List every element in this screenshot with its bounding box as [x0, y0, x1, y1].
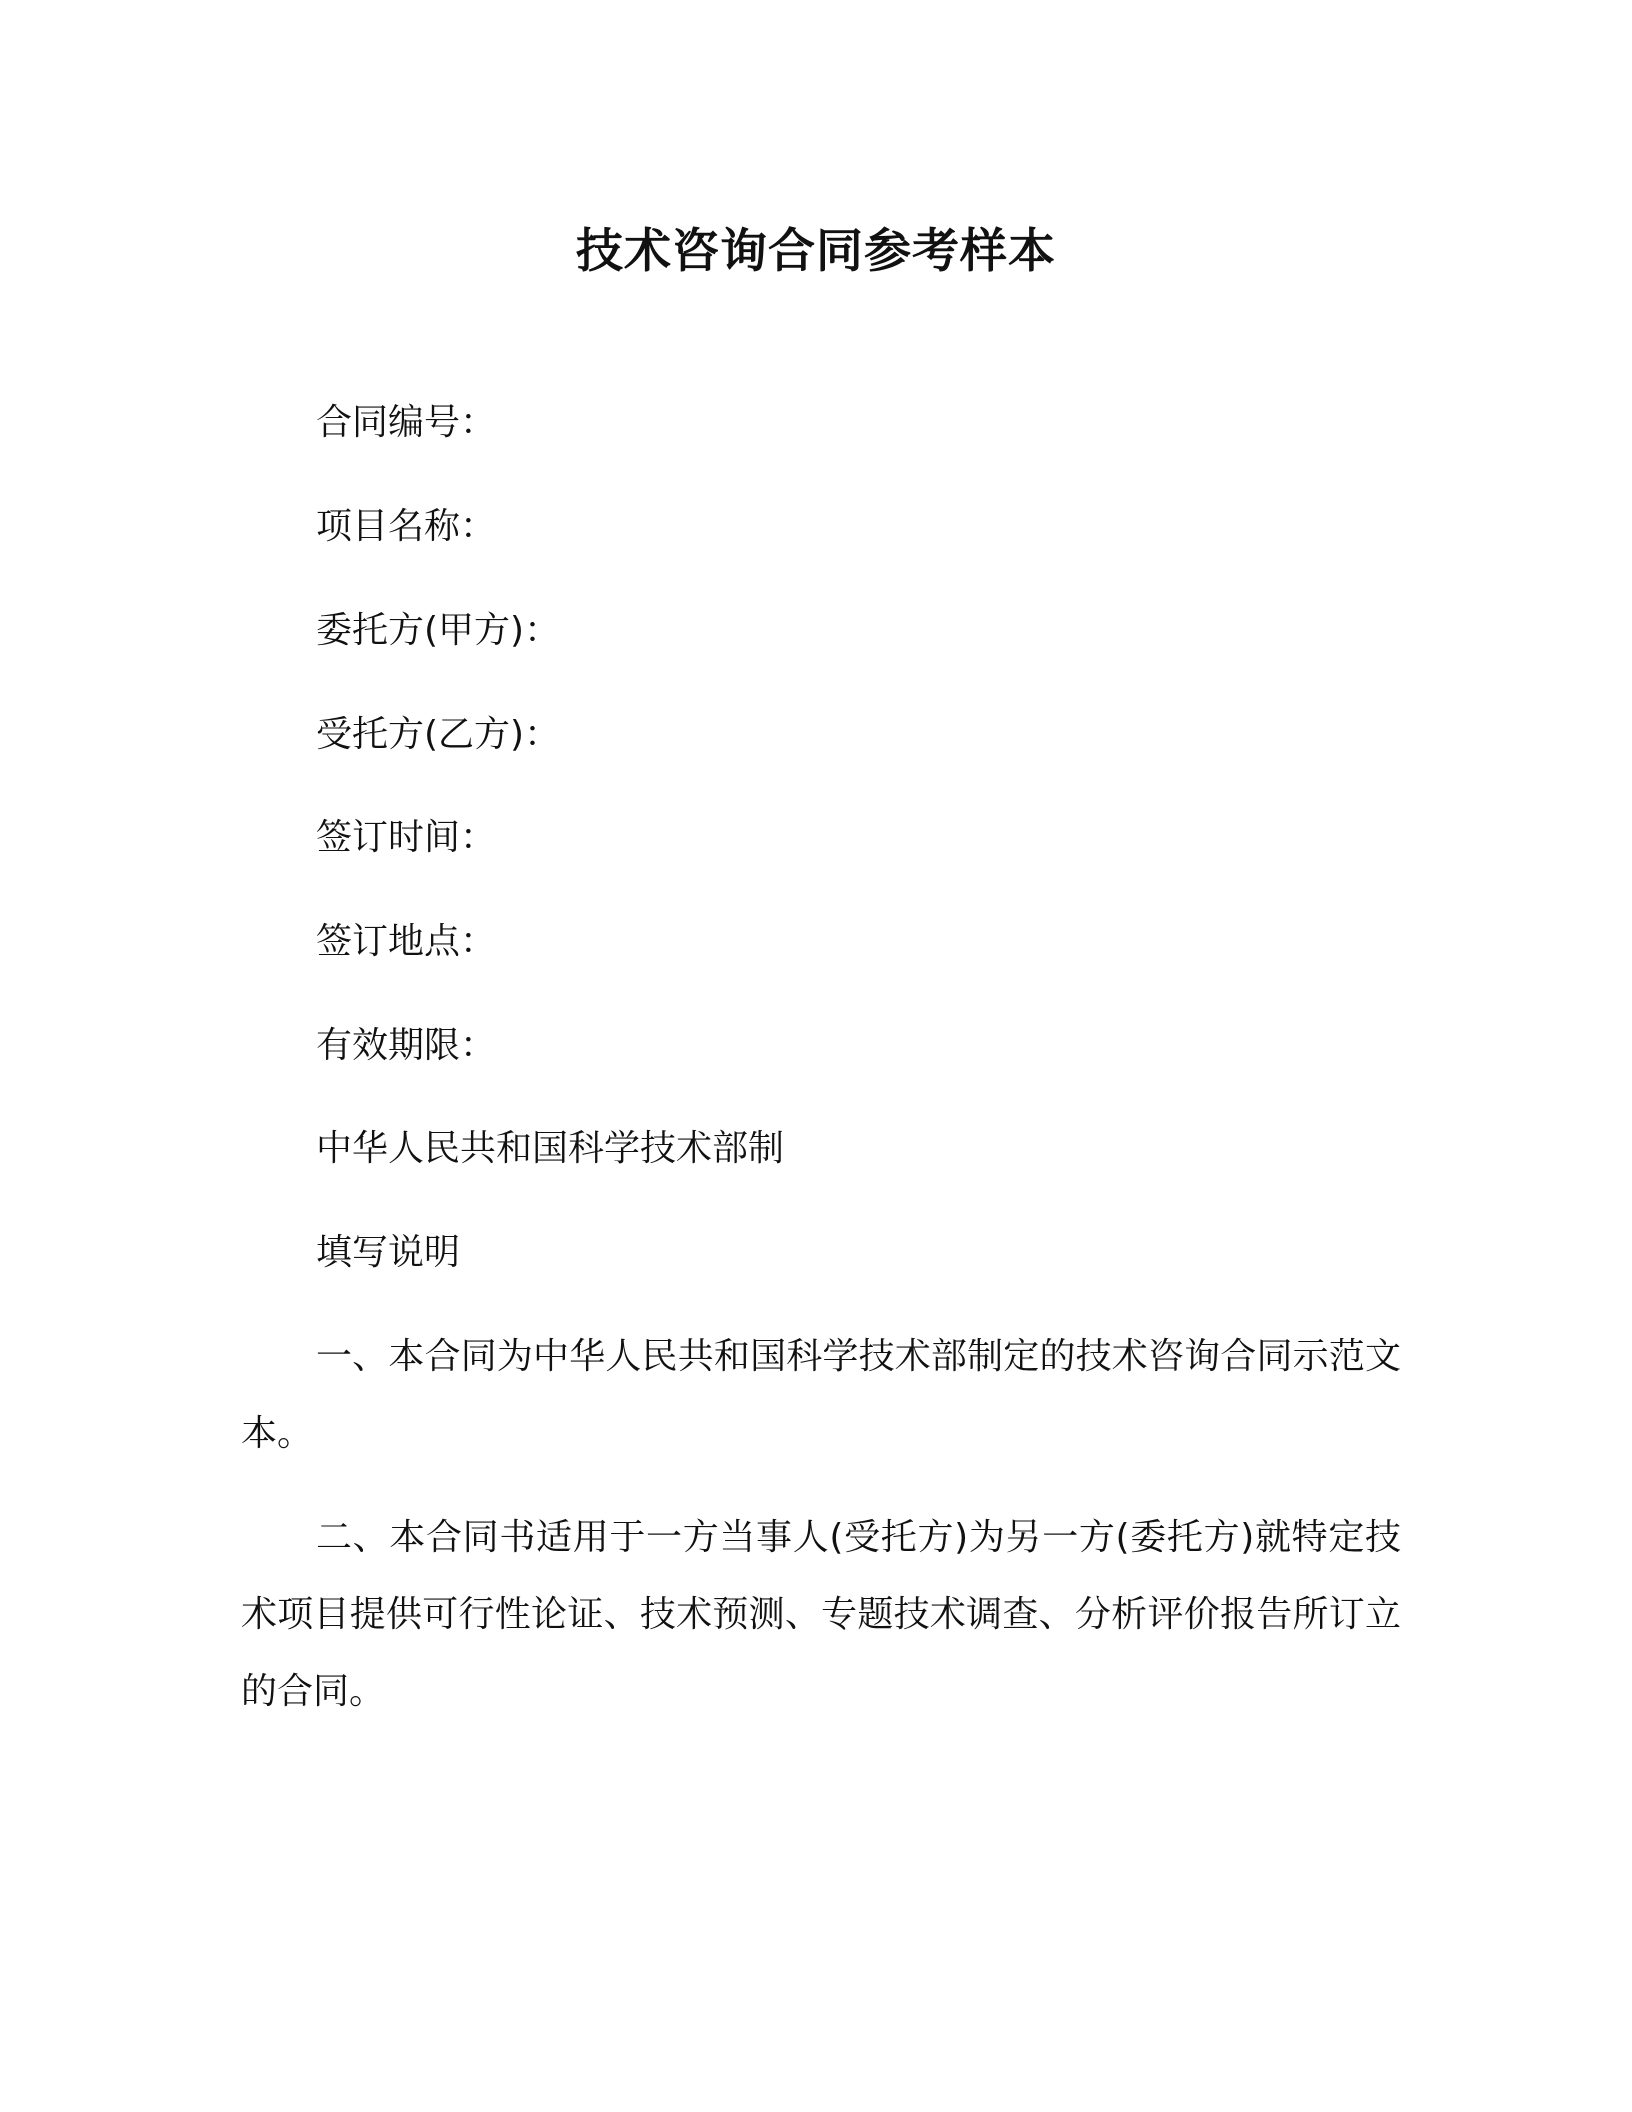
- instruction-paragraph: 二、本合同书适用于一方当事人(受托方)为另一方(委托方)就特定技术项目提供可行性论证、技术预测、专题技术调查、分析评价报告所订立的合同。: [241, 1517, 1401, 1712]
- document-title: 技术咨询合同参考样本: [576, 224, 1056, 279]
- instructions-heading: 填写说明: [316, 1232, 461, 1273]
- field-signing-place: 签订地点：: [316, 921, 497, 962]
- instruction-paragraph: 一、本合同为中华人民共和国科学技术部制定的技术咨询合同示范文本。: [241, 1336, 1401, 1454]
- field-signing-date: 签订时间：: [316, 817, 497, 858]
- field-contract-number: 合同编号：: [316, 402, 497, 443]
- issuer-line: 中华人民共和国科学技术部制: [316, 1128, 785, 1169]
- field-project-name: 项目名称：: [316, 506, 497, 547]
- field-validity-period: 有效期限：: [316, 1025, 497, 1066]
- field-client-party-a: 委托方(甲方)：: [316, 610, 561, 651]
- field-contractor-party-b: 受托方(乙方)：: [316, 714, 561, 755]
